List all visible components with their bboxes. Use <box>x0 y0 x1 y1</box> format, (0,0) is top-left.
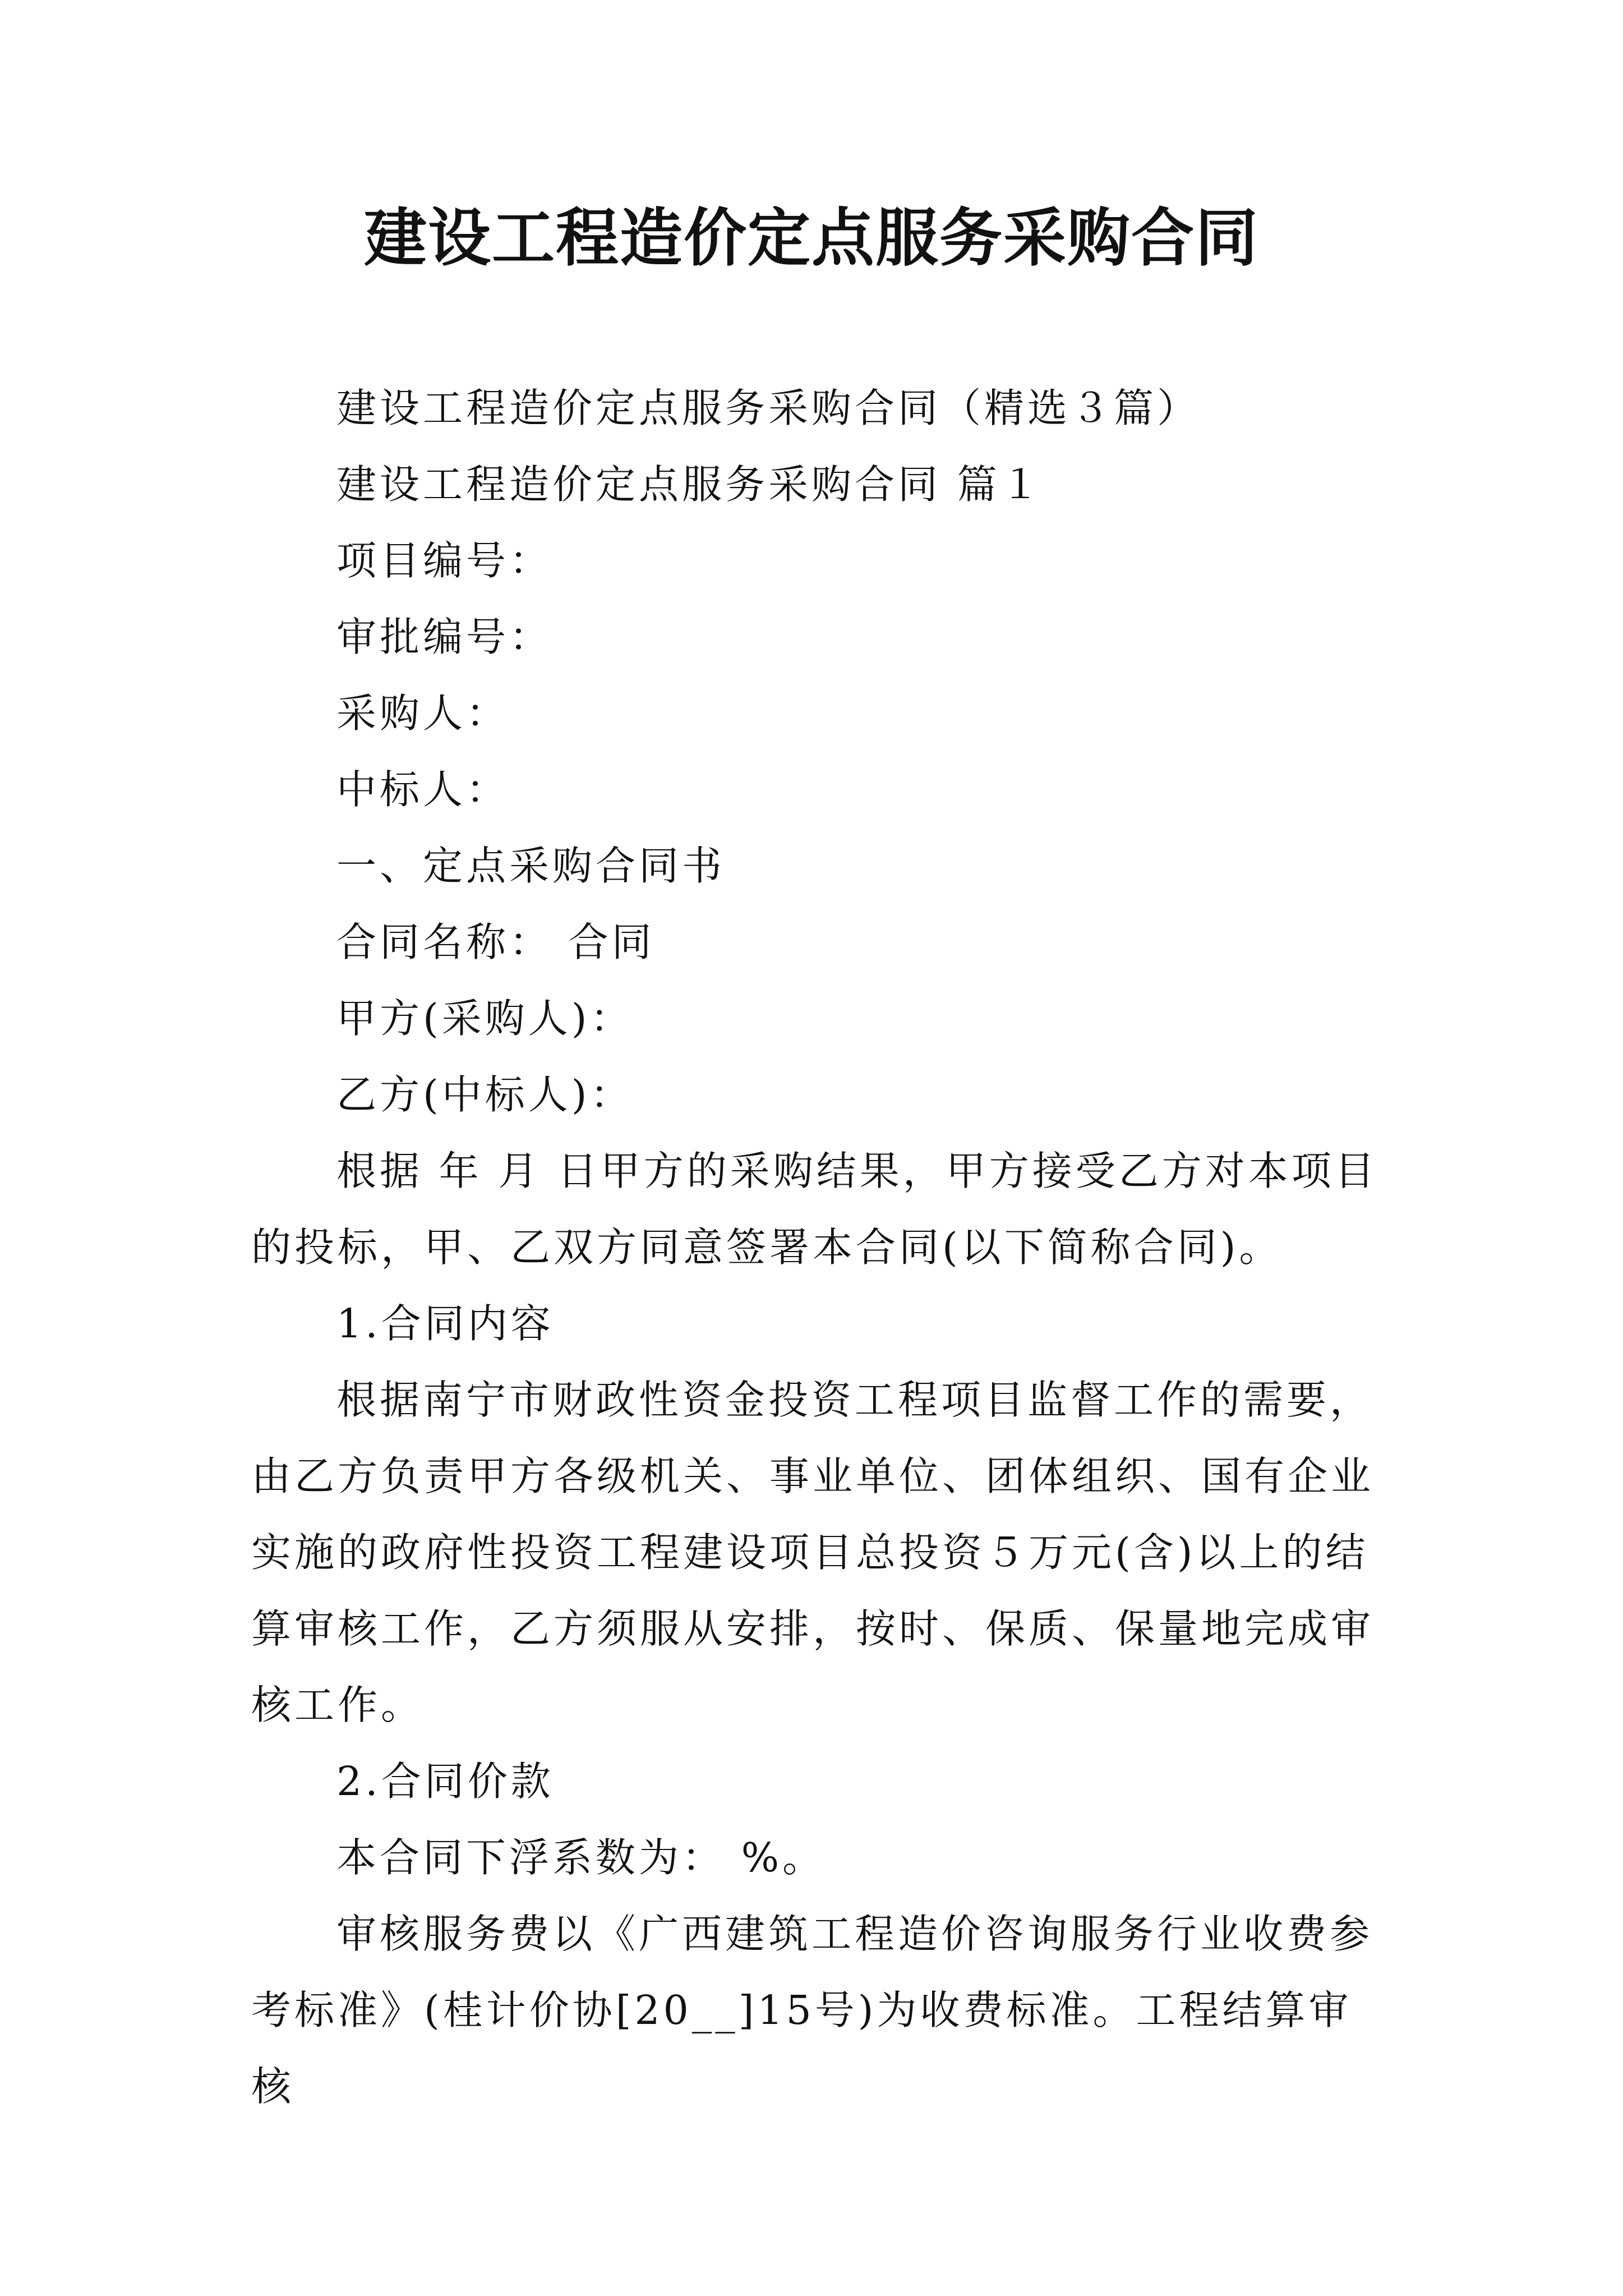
paragraph-contract-name: 合同名称： 合同 <box>336 919 655 965</box>
paragraph-subtitle: 建设工程造价定点服务采购合同（精选３篇） <box>336 385 1201 431</box>
paragraph-approval-number: 审批编号： <box>336 614 553 660</box>
paragraph-purchaser: 采购人： <box>336 690 510 737</box>
document-title: 建设工程造价定点服务采购合同 <box>364 201 1259 275</box>
paragraph-clause-1-body: 根据南宁市财政性资金投资工程项目监督工作的需要，由乙方负责甲方各级机关、事业单位、团体组织、国有企业实施的政府性投资工程建设项目总投资５万元(含)以上的结算审核工作，乙方须服从安排，按时、保质、保量地完成审核工作。 <box>251 1377 1375 1728</box>
paragraph-part-heading: 建设工程造价定点服务采购合同 篇１ <box>336 461 1044 508</box>
paragraph-project-number: 项目编号： <box>336 537 553 584</box>
document-body <box>251 370 1378 2125</box>
paragraph-section-heading: 一、定点采购合同书 <box>336 843 726 889</box>
paragraph-clause-2-heading: 2.合同价款 <box>336 1758 554 1805</box>
paragraph-discount-coefficient: 本合同下浮系数为： %。 <box>336 1834 826 1881</box>
paragraph-party-a: 甲方(采购人)： <box>336 995 634 1042</box>
paragraph-party-b: 乙方(中标人)： <box>336 1071 634 1118</box>
paragraph-clause-1-heading: 1.合同内容 <box>336 1300 554 1347</box>
paragraph-service-fee: 审核服务费以《广西建筑工程造价咨询服务行业收费参考标准》(桂计价协[20__]15号)为收费标准。工程结算审核 <box>251 1911 1373 2110</box>
paragraph-winning-bidder: 中标人： <box>336 766 510 813</box>
paragraph-agreement: 根据 年 月 日甲方的采购结果，甲方接受乙方对本项目的投标，甲、乙双方同意签署本合同(以下简称合同)。 <box>251 1148 1378 1271</box>
